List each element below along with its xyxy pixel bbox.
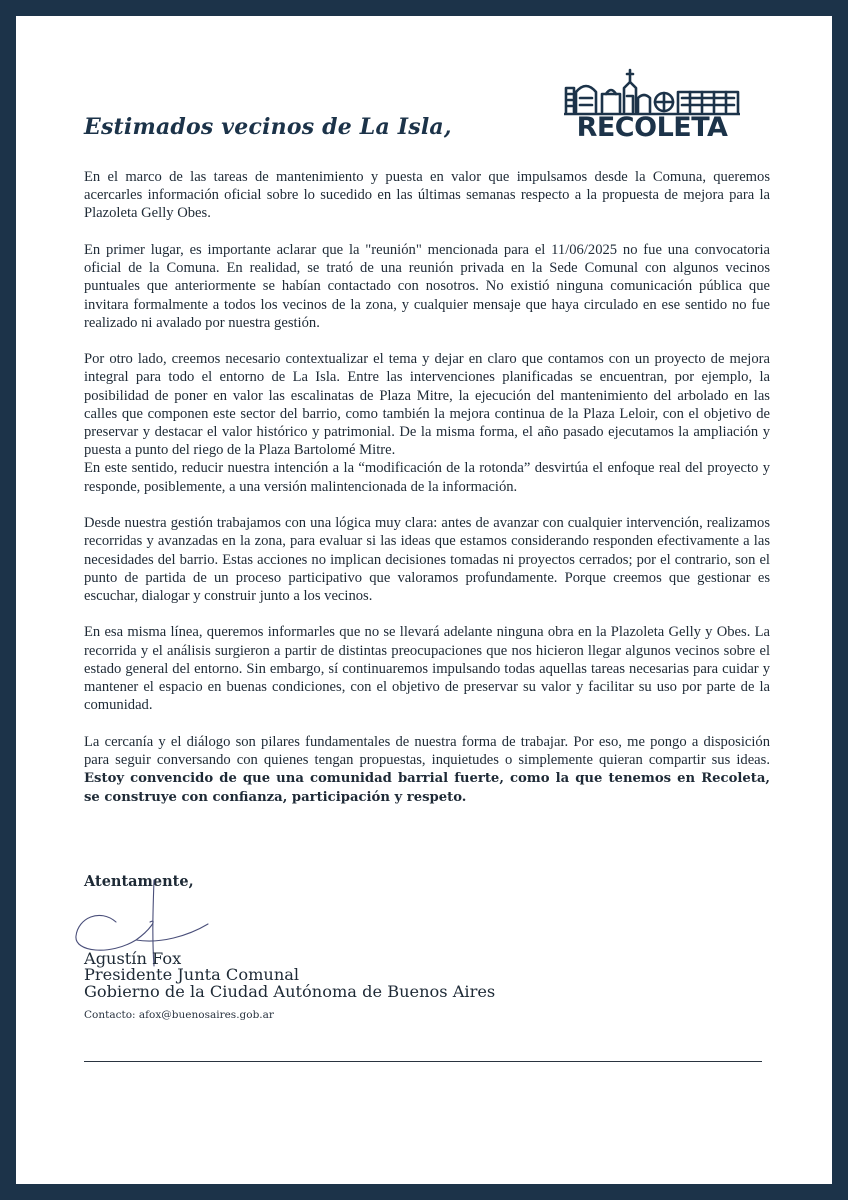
contact-email: Contacto: afox@buenosaires.gob.ar: [84, 1009, 274, 1021]
letter-body: [84, 168, 770, 826]
paragraph-project: Por otro lado, creemos necesario contextualizar el tema y dejar en claro que contamos con un proyecto de mejora integral para todo el entorno de La Isla. Entre las intervenciones planificadas se encuentran, por ejemplo, la posibilidad de poner en valor las escalinatas de Plaza Mitre, la ejecución del mantenimiento del arbolado en las calles que componen este sector del barrio, como también la mejora continua de la Plaza Leloir, con el objetivo de preservar y destacar el valor histórico y patrimonial. De la misma forma, el año pasado ejecutamos la ampliación y puesta a punto del riego de la Plaza Bartolomé Mitre.: [84, 351, 770, 459]
signer-organization: Gobierno de la Ciudad Autónoma de Buenos Aires: [84, 981, 496, 1001]
logo-wordmark: RECOLETA: [576, 112, 728, 143]
paragraph-intro: En el marco de las tareas de mantenimiento y puesta en valor que impulsamos desde la Comuna, queremos acercarles información oficial sobre lo sucedido en las últimas semanas respecto a la propuesta de mejora para la Plazoleta Gelly Obes.: [84, 169, 770, 222]
paragraph-roundabout: En este sentido, reducir nuestra intención a la “modificación de la rotonda” desvirtúa el enfoque real del proyecto y responde, posiblemente, a una versión malintencionada de la información.: [84, 460, 770, 495]
recoleta-skyline-icon: [564, 68, 740, 116]
closing-statement: Estoy convencido de que una comunidad barrial fuerte, como la que tenemos en Recoleta, se construye con confianza, participación y respeto.: [84, 771, 770, 806]
paragraph-meeting: En primer lugar, es importante aclarar que la "reunión" mencionada para el 11/06/2025 no fue una convocatoria oficial de la Comuna. En realidad, se trató de una reunión privada en la Sede Comunal con algunos vecinos puntuales que anteriormente se habían contactado con nosotros. No existió ninguna comunicación pública que invitara formalmente a todos los vecinos de la zona, y cualquier mensaje que haya circulado en ese sentido no fue realizado ni avalado por nuestra gestión.: [84, 241, 770, 331]
footer-divider: [84, 1061, 762, 1062]
letter-page: [16, 16, 832, 1184]
signer-title: Presidente Junta Comunal: [84, 965, 300, 985]
dialogue-text: La cercanía y el diálogo son pilares fundamentales de nuestra forma de trabajar. Por eso, me pongo a disposición para seguir conversando con quienes tengan propuestas, inquietudes o simplemente quieran compartir sus ideas.: [84, 733, 770, 768]
sign-off: Atentamente,: [84, 873, 194, 890]
signature-block: [84, 951, 495, 1000]
letter-heading: Estimados vecinos de La Isla,: [84, 114, 452, 140]
paragraph-no-works: En esa misma línea, queremos informarles que no se llevará adelante ninguna obra en la Plazoleta Gelly y Obes. La recorrida y el análisis surgieron a partir de distintas preocupaciones que nos hicieron llegar algunos vecinos sobre el estado general del entorno. Sin embargo, sí continuaremos impulsando todas aquellas tareas necesarias para cuidar y mantener el espacio en buenas condiciones, con el objetivo de preservar su valor y facilitar su uso por parte de la comunidad.: [84, 624, 770, 714]
paragraph-dialogue: [84, 733, 770, 808]
signer-name: Agustín Fox: [84, 949, 182, 968]
recoleta-logo: [564, 68, 740, 148]
paragraph-approach: Desde nuestra gestión trabajamos con una lógica muy clara: antes de avanzar con cualquier intervención, realizamos recorridas y avanzadas en la zona, para evaluar si las ideas que estamos considerando responden efectivamente a las necesidades del barrio. Estas acciones no implican decisiones tomadas ni proyectos cerrados; por el contrario, son el punto de partida de un proceso participativo que valoramos profundamente. Porque creemos que gestionar es escuchar, dialogar y construir junto a los vecinos.: [84, 515, 770, 604]
